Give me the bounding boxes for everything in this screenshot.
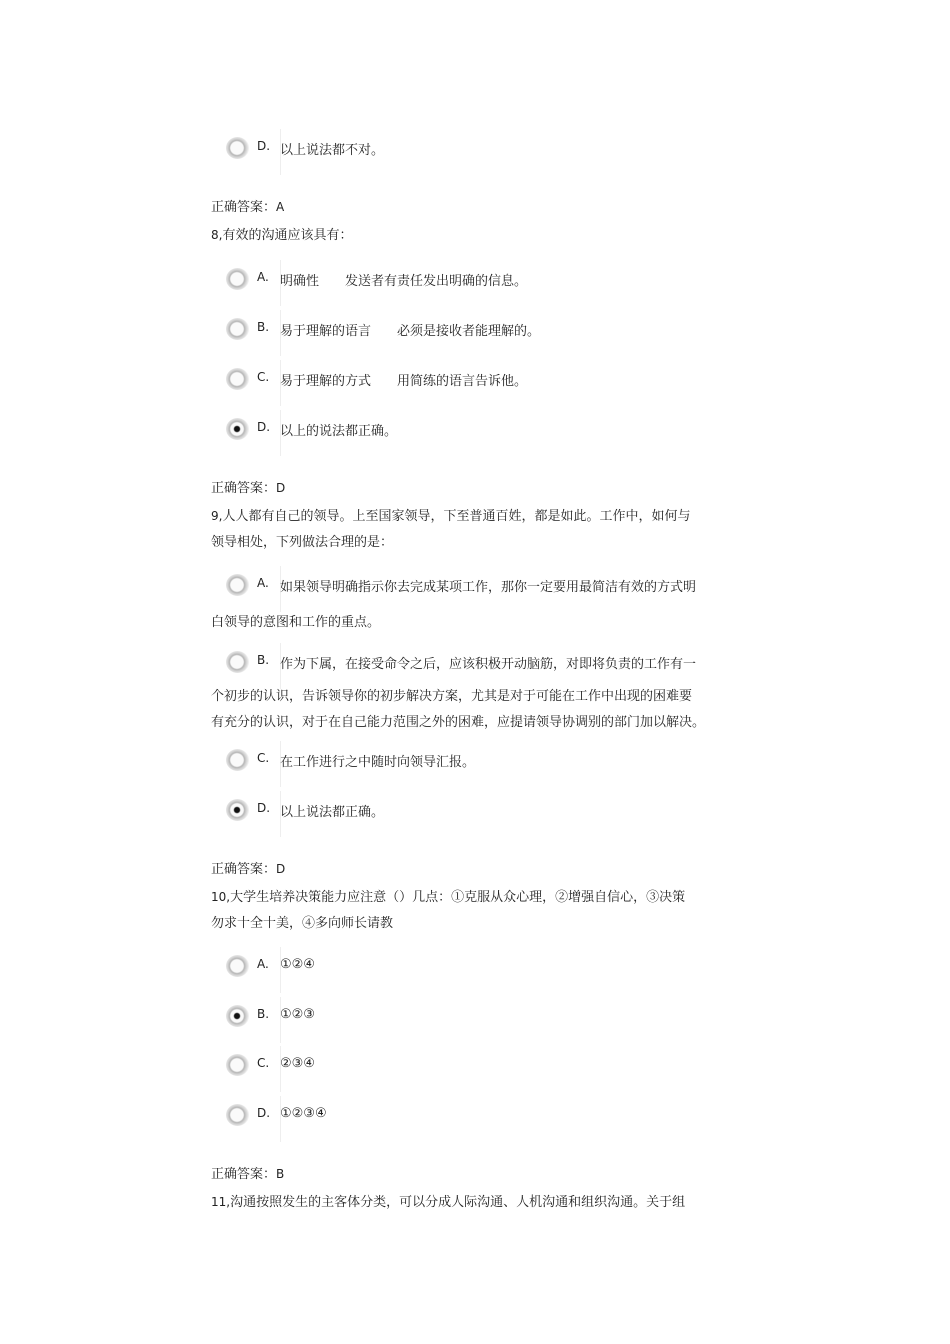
q9-option-a[interactable] — [226, 574, 746, 604]
option-letter: D. — [257, 801, 271, 815]
correct-answer-q10 — [211, 1163, 284, 1182]
option-letter: D. — [257, 420, 271, 434]
question-number: 8, — [211, 228, 223, 242]
question-text-line1: 大学生培养决策能力应注意（）几点：①克服从众心理，②增强自信心，③决策 — [230, 890, 686, 905]
q9-option-b-cont-2: 有充分的认识，对于在自己能力范围之外的困难，应提请领导协调别的部门加以解决。 — [211, 715, 706, 730]
q8-option-a[interactable] — [226, 268, 746, 298]
question-text-line1: 人人都有自己的领导。上至国家领导，下至普通百姓，都是如此。工作中，如何与 — [222, 509, 691, 524]
option-text: 以上的说法都正确。 — [280, 424, 398, 439]
correct-answer-q9 — [211, 858, 285, 877]
q8-option-c[interactable] — [226, 368, 746, 398]
correct-answer-q8 — [211, 477, 285, 496]
option-letter: A. — [257, 576, 269, 590]
radio-button[interactable] — [226, 749, 249, 771]
radio-button[interactable] — [226, 1054, 249, 1076]
radio-button-selected[interactable] — [226, 1005, 249, 1027]
question-8 — [211, 224, 751, 243]
radio-button[interactable] — [226, 955, 249, 977]
answer-label: 正确答案： — [211, 481, 277, 496]
question-number: 11, — [211, 1195, 231, 1209]
question-number: 10, — [211, 890, 231, 904]
question-number: 9, — [211, 509, 223, 523]
option-text: 易于理解的方式 用简练的语言告诉他。 — [280, 374, 528, 389]
option-letter: C. — [257, 1056, 270, 1070]
answer-value: A — [276, 200, 285, 214]
option-text: 如果领导明确指示你去完成某项工作，那你一定要用最简洁有效的方式明 — [280, 580, 697, 595]
option-text: 作为下属，在接受命令之后，应该积极开动脑筋，对即将负责的工作有一 — [280, 657, 697, 672]
radio-button[interactable] — [226, 268, 249, 290]
q9-option-b-cont-1: 个初步的认识，告诉领导你的初步解决方案，尤其是对于可能在工作中出现的困难要 — [211, 689, 693, 704]
option-text: 在工作进行之中随时向领导汇报。 — [280, 755, 476, 770]
answer-label: 正确答案： — [211, 1167, 277, 1182]
radio-button[interactable] — [226, 318, 249, 340]
q10-option-c[interactable] — [226, 1054, 746, 1084]
option-text: 以上说法都不对。 — [280, 143, 385, 158]
correct-answer-prev — [211, 196, 284, 215]
option-text: 以上说法都正确。 — [280, 805, 385, 820]
q9-option-a-cont: 白领导的意图和工作的重点。 — [211, 615, 381, 630]
question-11 — [211, 1191, 751, 1210]
q10-option-a[interactable] — [226, 955, 746, 985]
question-10-line2: 勿求十全十美，④多向师长请教 — [211, 916, 394, 931]
question-text-line1: 沟通按照发生的主客体分类，可以分成人际沟通、人机沟通和组织沟通。关于组 — [230, 1195, 686, 1210]
question-9 — [211, 505, 751, 524]
option-text: ①②③④ — [280, 1106, 327, 1121]
option-letter: B. — [257, 653, 270, 667]
option-letter: C. — [257, 751, 270, 765]
option-letter: A. — [257, 957, 269, 971]
option-text: ②③④ — [280, 1056, 315, 1071]
radio-button[interactable] — [226, 651, 249, 673]
option-letter: A. — [257, 270, 269, 284]
option-letter: B. — [257, 1007, 270, 1021]
answer-value: D — [276, 862, 286, 876]
option-text: ①②③ — [280, 1007, 315, 1022]
q9-option-c[interactable] — [226, 749, 746, 779]
radio-button[interactable] — [226, 137, 249, 159]
answer-label: 正确答案： — [211, 862, 277, 877]
radio-button[interactable] — [226, 1104, 249, 1126]
radio-button-selected[interactable] — [226, 418, 249, 440]
q9-option-b[interactable] — [226, 651, 746, 681]
option-text: 易于理解的语言 必须是接收者能理解的。 — [280, 324, 541, 339]
q10-option-d[interactable] — [226, 1104, 746, 1134]
answer-label: 正确答案： — [211, 200, 277, 215]
answer-value: D — [276, 481, 286, 495]
q10-option-b[interactable] — [226, 1005, 746, 1035]
option-text: 明确性 发送者有责任发出明确的信息。 — [280, 274, 528, 289]
q8-option-b[interactable] — [226, 318, 746, 348]
question-10 — [211, 886, 751, 905]
option-letter: B. — [257, 320, 270, 334]
option-text: ①②④ — [280, 957, 315, 972]
radio-button-selected[interactable] — [226, 799, 249, 821]
option-d-prev[interactable] — [226, 137, 746, 167]
option-letter: D. — [257, 1106, 271, 1120]
option-letter: D. — [257, 139, 271, 153]
radio-button[interactable] — [226, 368, 249, 390]
q9-option-d[interactable] — [226, 799, 746, 829]
question-text: 有效的沟通应该具有： — [222, 228, 353, 243]
q8-option-d[interactable] — [226, 418, 746, 448]
question-9-line2: 领导相处，下列做法合理的是： — [211, 535, 394, 550]
answer-value: B — [276, 1167, 285, 1181]
radio-button[interactable] — [226, 574, 249, 596]
option-letter: C. — [257, 370, 270, 384]
